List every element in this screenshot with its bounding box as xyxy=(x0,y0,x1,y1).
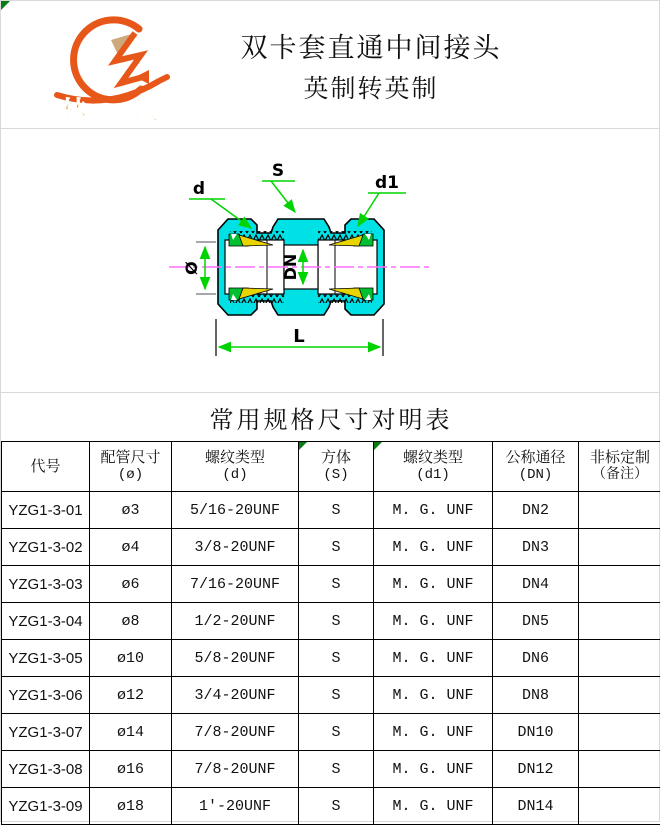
table-row xyxy=(2,603,660,640)
table-cell: YZG1-3-08 xyxy=(2,751,90,788)
table-cell: ø8 xyxy=(90,603,172,640)
title-line-1: 双卡套直通中间接头 xyxy=(241,26,502,65)
table-cell: ø3 xyxy=(90,492,172,529)
table-cell: S xyxy=(299,492,374,529)
table-cell: DN12 xyxy=(493,751,579,788)
table-cell: DN14 xyxy=(493,788,579,825)
logo-text-right: 诚 xyxy=(133,96,158,125)
table-cell xyxy=(579,529,660,566)
header-row xyxy=(2,442,660,492)
table-cell: S xyxy=(299,788,374,825)
spec-table-body xyxy=(2,492,660,825)
table-cell xyxy=(579,751,660,788)
table-row xyxy=(2,677,660,714)
label-bore: DN xyxy=(281,254,300,281)
table-cell: YZG1-3-04 xyxy=(2,603,90,640)
table-cell: ø12 xyxy=(90,677,172,714)
col-header-thread-d: 螺纹类型 (d) xyxy=(172,442,299,492)
table-cell xyxy=(579,566,660,603)
table-cell: ø14 xyxy=(90,714,172,751)
cell-comment-marker xyxy=(374,442,382,450)
table-cell: YZG1-3-06 xyxy=(2,677,90,714)
table-cell: YZG1-3-09 xyxy=(2,788,90,825)
col-header-tube-size: 配管尺寸 (ø) xyxy=(90,442,172,492)
table-cell xyxy=(579,640,660,677)
title-line-2: 英制转英制 xyxy=(303,69,438,105)
table-cell xyxy=(579,492,660,529)
table-row xyxy=(2,492,660,529)
label-diameter: Ø xyxy=(182,261,201,275)
table-cell: ø18 xyxy=(90,788,172,825)
label-hex-body: S xyxy=(272,161,284,181)
fitting-diagram xyxy=(1,130,660,393)
table-cell: S xyxy=(299,677,374,714)
table-cell: YZG1-3-01 xyxy=(2,492,90,529)
table-cell: S xyxy=(299,566,374,603)
table-cell: S xyxy=(299,751,374,788)
table-cell xyxy=(579,677,660,714)
table-cell: YZG1-3-05 xyxy=(2,640,90,677)
spec-table xyxy=(1,441,660,825)
leader-s xyxy=(271,181,295,212)
col-header-custom: 非标定制 （备注） xyxy=(579,442,660,492)
table-cell: 1/2-20UNF xyxy=(172,603,299,640)
table-cell: YZG1-3-03 xyxy=(2,566,90,603)
table-row xyxy=(2,640,660,677)
table-cell: 5/8-20UNF xyxy=(172,640,299,677)
table-cell: 3/4-20UNF xyxy=(172,677,299,714)
table-cell: M. G. UNF xyxy=(374,529,493,566)
table-cell: 7/8-20UNF xyxy=(172,751,299,788)
label-length: L xyxy=(293,326,304,347)
table-cell: DN2 xyxy=(493,492,579,529)
table-cell: ø10 xyxy=(90,640,172,677)
logo-text-left: 林 xyxy=(61,96,87,125)
table-cell: M. G. UNF xyxy=(374,492,493,529)
table-cell: S xyxy=(299,603,374,640)
technical-drawing xyxy=(1,130,660,393)
cell-comment-marker xyxy=(1,1,10,10)
table-cell: 5/16-20UNF xyxy=(172,492,299,529)
table-row xyxy=(2,529,660,566)
table-cell: M. G. UNF xyxy=(374,714,493,751)
table-cell: DN6 xyxy=(493,640,579,677)
table-row xyxy=(2,566,660,603)
table-cell xyxy=(579,603,660,640)
col-header-thread-d1: 螺纹类型 (d1) xyxy=(374,442,493,492)
document-header xyxy=(1,1,660,129)
table-cell xyxy=(579,788,660,825)
table-cell: 7/16-20UNF xyxy=(172,566,299,603)
table-cell: S xyxy=(299,714,374,751)
table-cell: YZG1-3-07 xyxy=(2,714,90,751)
label-thread-left: d xyxy=(193,179,205,199)
table-cell: 1'-20UNF xyxy=(172,788,299,825)
label-thread-right: d1 xyxy=(375,173,399,193)
table-cell: 7/8-20UNF xyxy=(172,714,299,751)
col-header-dn: 公称通径 (DN) xyxy=(493,442,579,492)
table-cell: DN5 xyxy=(493,603,579,640)
table-cell xyxy=(579,714,660,751)
table-cell: DN4 xyxy=(493,566,579,603)
table-cell: ø6 xyxy=(90,566,172,603)
table-cell: YZG1-3-02 xyxy=(2,529,90,566)
col-header-code: 代号 xyxy=(2,442,90,492)
table-row xyxy=(2,788,660,825)
document-title xyxy=(121,1,621,129)
col-header-hex: 方体 (S) xyxy=(299,442,374,492)
table-cell: 3/8-20UNF xyxy=(172,529,299,566)
table-row xyxy=(2,714,660,751)
table-row xyxy=(2,751,660,788)
table-cell: M. G. UNF xyxy=(374,603,493,640)
table-cell: M. G. UNF xyxy=(374,566,493,603)
table-cell: M. G. UNF xyxy=(374,640,493,677)
table-cell: DN3 xyxy=(493,529,579,566)
table-cell: M. G. UNF xyxy=(374,677,493,714)
table-cell: M. G. UNF xyxy=(374,751,493,788)
spec-table-title: 常用规格尺寸对明表 xyxy=(1,394,660,441)
table-cell: DN10 xyxy=(493,714,579,751)
table-cell: ø4 xyxy=(90,529,172,566)
table-cell: S xyxy=(299,640,374,677)
table-cell: DN8 xyxy=(493,677,579,714)
table-cell: M. G. UNF xyxy=(374,788,493,825)
cell-comment-marker xyxy=(299,442,307,450)
table-cell: ø16 xyxy=(90,751,172,788)
table-cell: S xyxy=(299,529,374,566)
